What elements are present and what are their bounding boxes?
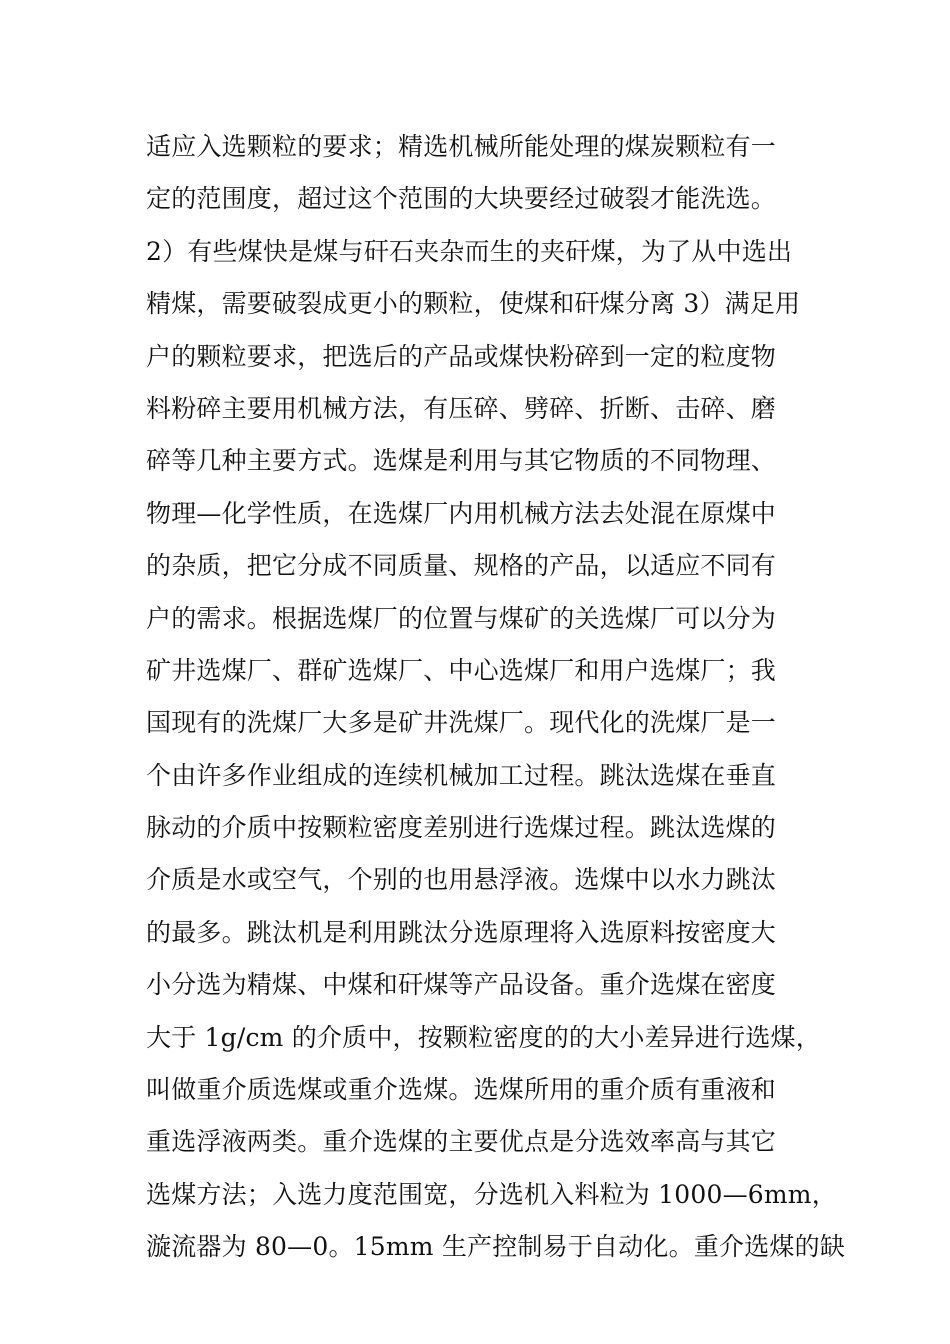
text-line: 碎等几种主要方式。选煤是利用与其它物质的不同物理、 — [146, 446, 777, 476]
text-line: 重选浮液两类。重介选煤的主要优点是分选效率高与其它 — [146, 1127, 777, 1157]
text-line: 定的范围度，超过这个范围的大块要经过破裂才能洗选。 — [146, 184, 777, 214]
text-line: 大于 1g/cm 的介质中，按颗粒密度的的大小差异进行选煤， — [146, 1022, 821, 1052]
text-line: 选煤方法；入选力度范围宽，分选机入料粒为 1000—6mm， — [146, 1179, 837, 1209]
text-line: 个由许多作业组成的连续机械加工过程。跳汰选煤在垂直 — [146, 760, 777, 790]
text-line: 2）有些煤快是煤与矸石夹杂而生的夹矸煤，为了从中选出 — [146, 236, 793, 266]
text-line: 漩流器为 80—0。15mm 生产控制易于自动化。重介选煤的缺 — [146, 1232, 846, 1262]
text-line: 户的颗粒要求，把选后的产品或煤快粉碎到一定的粒度物 — [146, 341, 777, 371]
body-text — [146, 127, 846, 1280]
text-line: 精煤，需要破裂成更小的颗粒，使煤和矸煤分离 3）满足用 — [146, 289, 801, 319]
text-line: 国现有的洗煤厂大多是矿井洗煤厂。现代化的洗煤厂是一 — [146, 708, 777, 738]
text-line: 物理—化学性质，在选煤厂内用机械方法去处混在原煤中 — [146, 498, 777, 528]
text-line: 料粉碎主要用机械方法，有压碎、劈碎、折断、击碎、磨 — [146, 393, 777, 423]
text-line: 的最多。跳汰机是利用跳汰分选原理将入选原料按密度大 — [146, 917, 777, 947]
text-line: 适应入选颗粒的要求；精选机械所能处理的煤炭颗粒有一 — [146, 132, 777, 161]
text-line: 脉动的介质中按颗粒密度差别进行选煤过程。跳汰选煤的 — [146, 813, 777, 843]
text-line: 矿井选煤厂、群矿选煤厂、中心选煤厂和用户选煤厂；我 — [146, 655, 777, 685]
text-line: 叫做重介质选煤或重介选煤。选煤所用的重介质有重液和 — [146, 1075, 777, 1105]
text-line: 户的需求。根据选煤厂的位置与煤矿的关选煤厂可以分为 — [146, 603, 777, 633]
text-line: 小分选为精煤、中煤和矸煤等产品设备。重介选煤在密度 — [146, 970, 777, 1000]
text-line: 介质是水或空气，个别的也用悬浮液。选煤中以水力跳汰 — [146, 865, 777, 895]
text-line: 的杂质，把它分成不同质量、规格的产品，以适应不同有 — [146, 551, 777, 581]
